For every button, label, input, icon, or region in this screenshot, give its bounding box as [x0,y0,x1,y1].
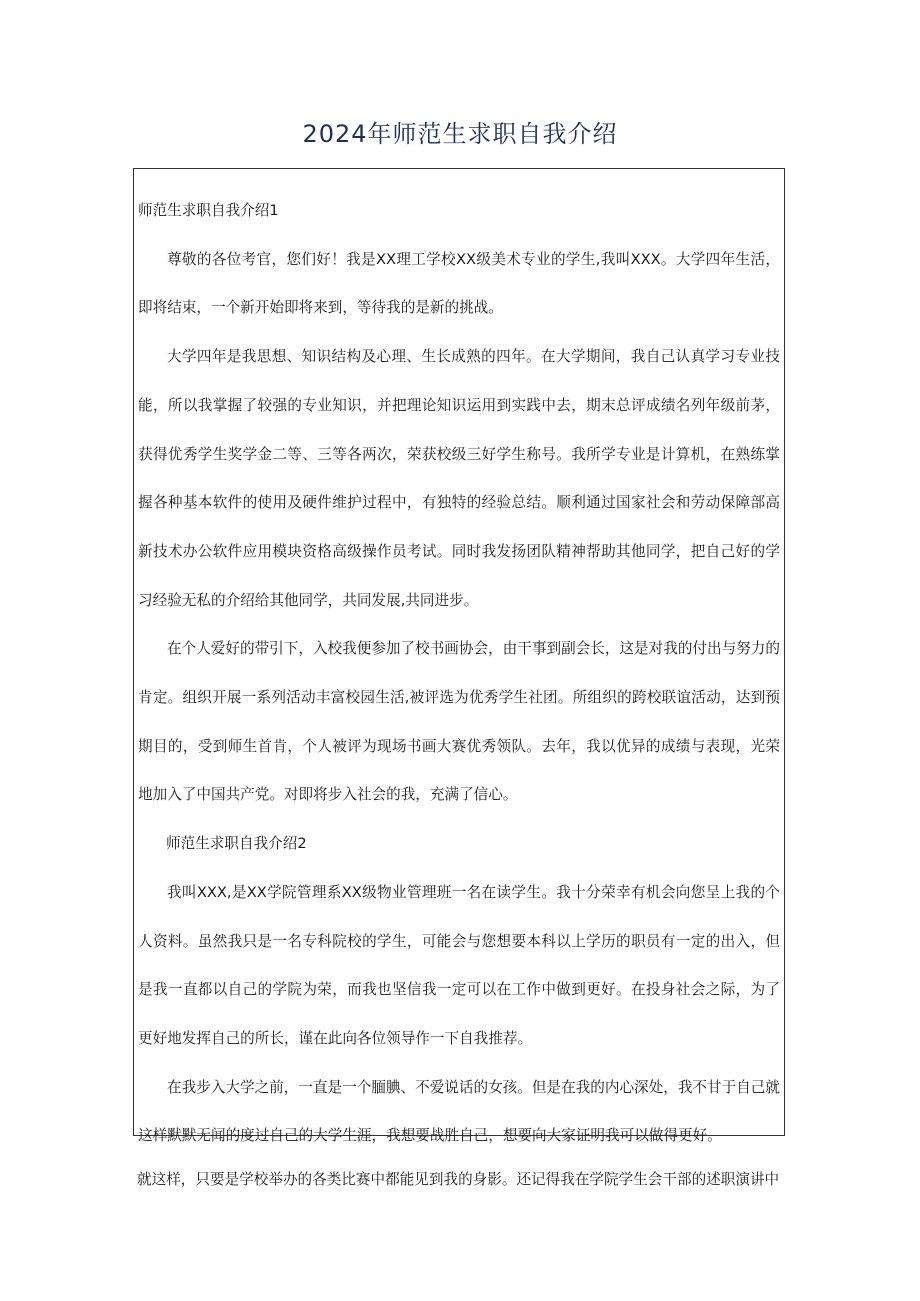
section-heading-1: 师范生求职自我介绍1 [138,202,279,219]
paragraph-university-years: 大学四年是我思想、知识结构及心理、生长成熟的四年。在大学期间，我自己认真学习专业技能，所以我掌握了较强的专业知识，并把理论知识运用到实践中去，期末总评成绩名列年级前茅，获得优秀学生奖学金二等、三等各两次，荣获校级三好学生称号。我所学专业是计算机，在熟练掌握各种基本软件的使用及硬件维护过程中，有独特的经验总结。顺利通过国家社会和劳动保障部高新技术办公软件应用模块资格高级操作员考试。同时我发扬团队精神帮助其他同学，把自己好的学习经验无私的介绍给其他同学，共同发展,共同进步。 [138,348,780,609]
section-heading-2: 师范生求职自我介绍2 [166,835,307,853]
continuation-text: 就这样，只要是学校举办的各类比赛中都能见到我的身影。还记得我在学院学生会干部的述职演讲中 [137,1171,780,1188]
content-frame [133,168,785,1145]
paragraph-before-university: 在我步入大学之前，一直是一个腼腆、不爱说话的女孩。但是在我的内心深处，我不甘于自己就这样默默无闻的度过自己的大学生涯，我想要战胜自己，想要向大家证明我可以做得更好。 [138,1078,780,1145]
paragraph-greeting: 尊敬的各位考官，您们好！我是XX理工学校XX级美术专业的学生,我叫XXX。大学四年生活，即将结束，一个新开始即将来到，等待我的是新的挑战。 [138,250,780,317]
paragraph-self-recommendation: 我叫XXX,是XX学院管理系XX级物业管理班一名在读学生。我十分荣幸有机会向您呈上我的个人资料。虽然我只是一名专科院校的学生，可能会与您想要本科以上学历的职员有一定的出入，但是我一直都以自己的学院为荣，而我也坚信我一定可以在工作中做到更好。在投身社会之际，为了更好地发挥自己的所长，谨在此向各位领导作一下自我推荐。 [138,883,780,1047]
paragraph-hobbies: 在个人爱好的带引下，入校我便参加了校书画协会，由干事到副会长，这是对我的付出与努力的肯定。组织开展一系列活动丰富校园生活,被评选为优秀学生社团。所组织的跨校联谊活动，达到预期目的，受到师生首肯，个人被评为现场书画大赛优秀领队。去年，我以优异的成绩与表现，光荣地加入了中国共产党。对即将步入社会的我，充满了信心。 [138,640,780,804]
document-title: 2024年师范生求职自我介绍 [302,120,618,148]
